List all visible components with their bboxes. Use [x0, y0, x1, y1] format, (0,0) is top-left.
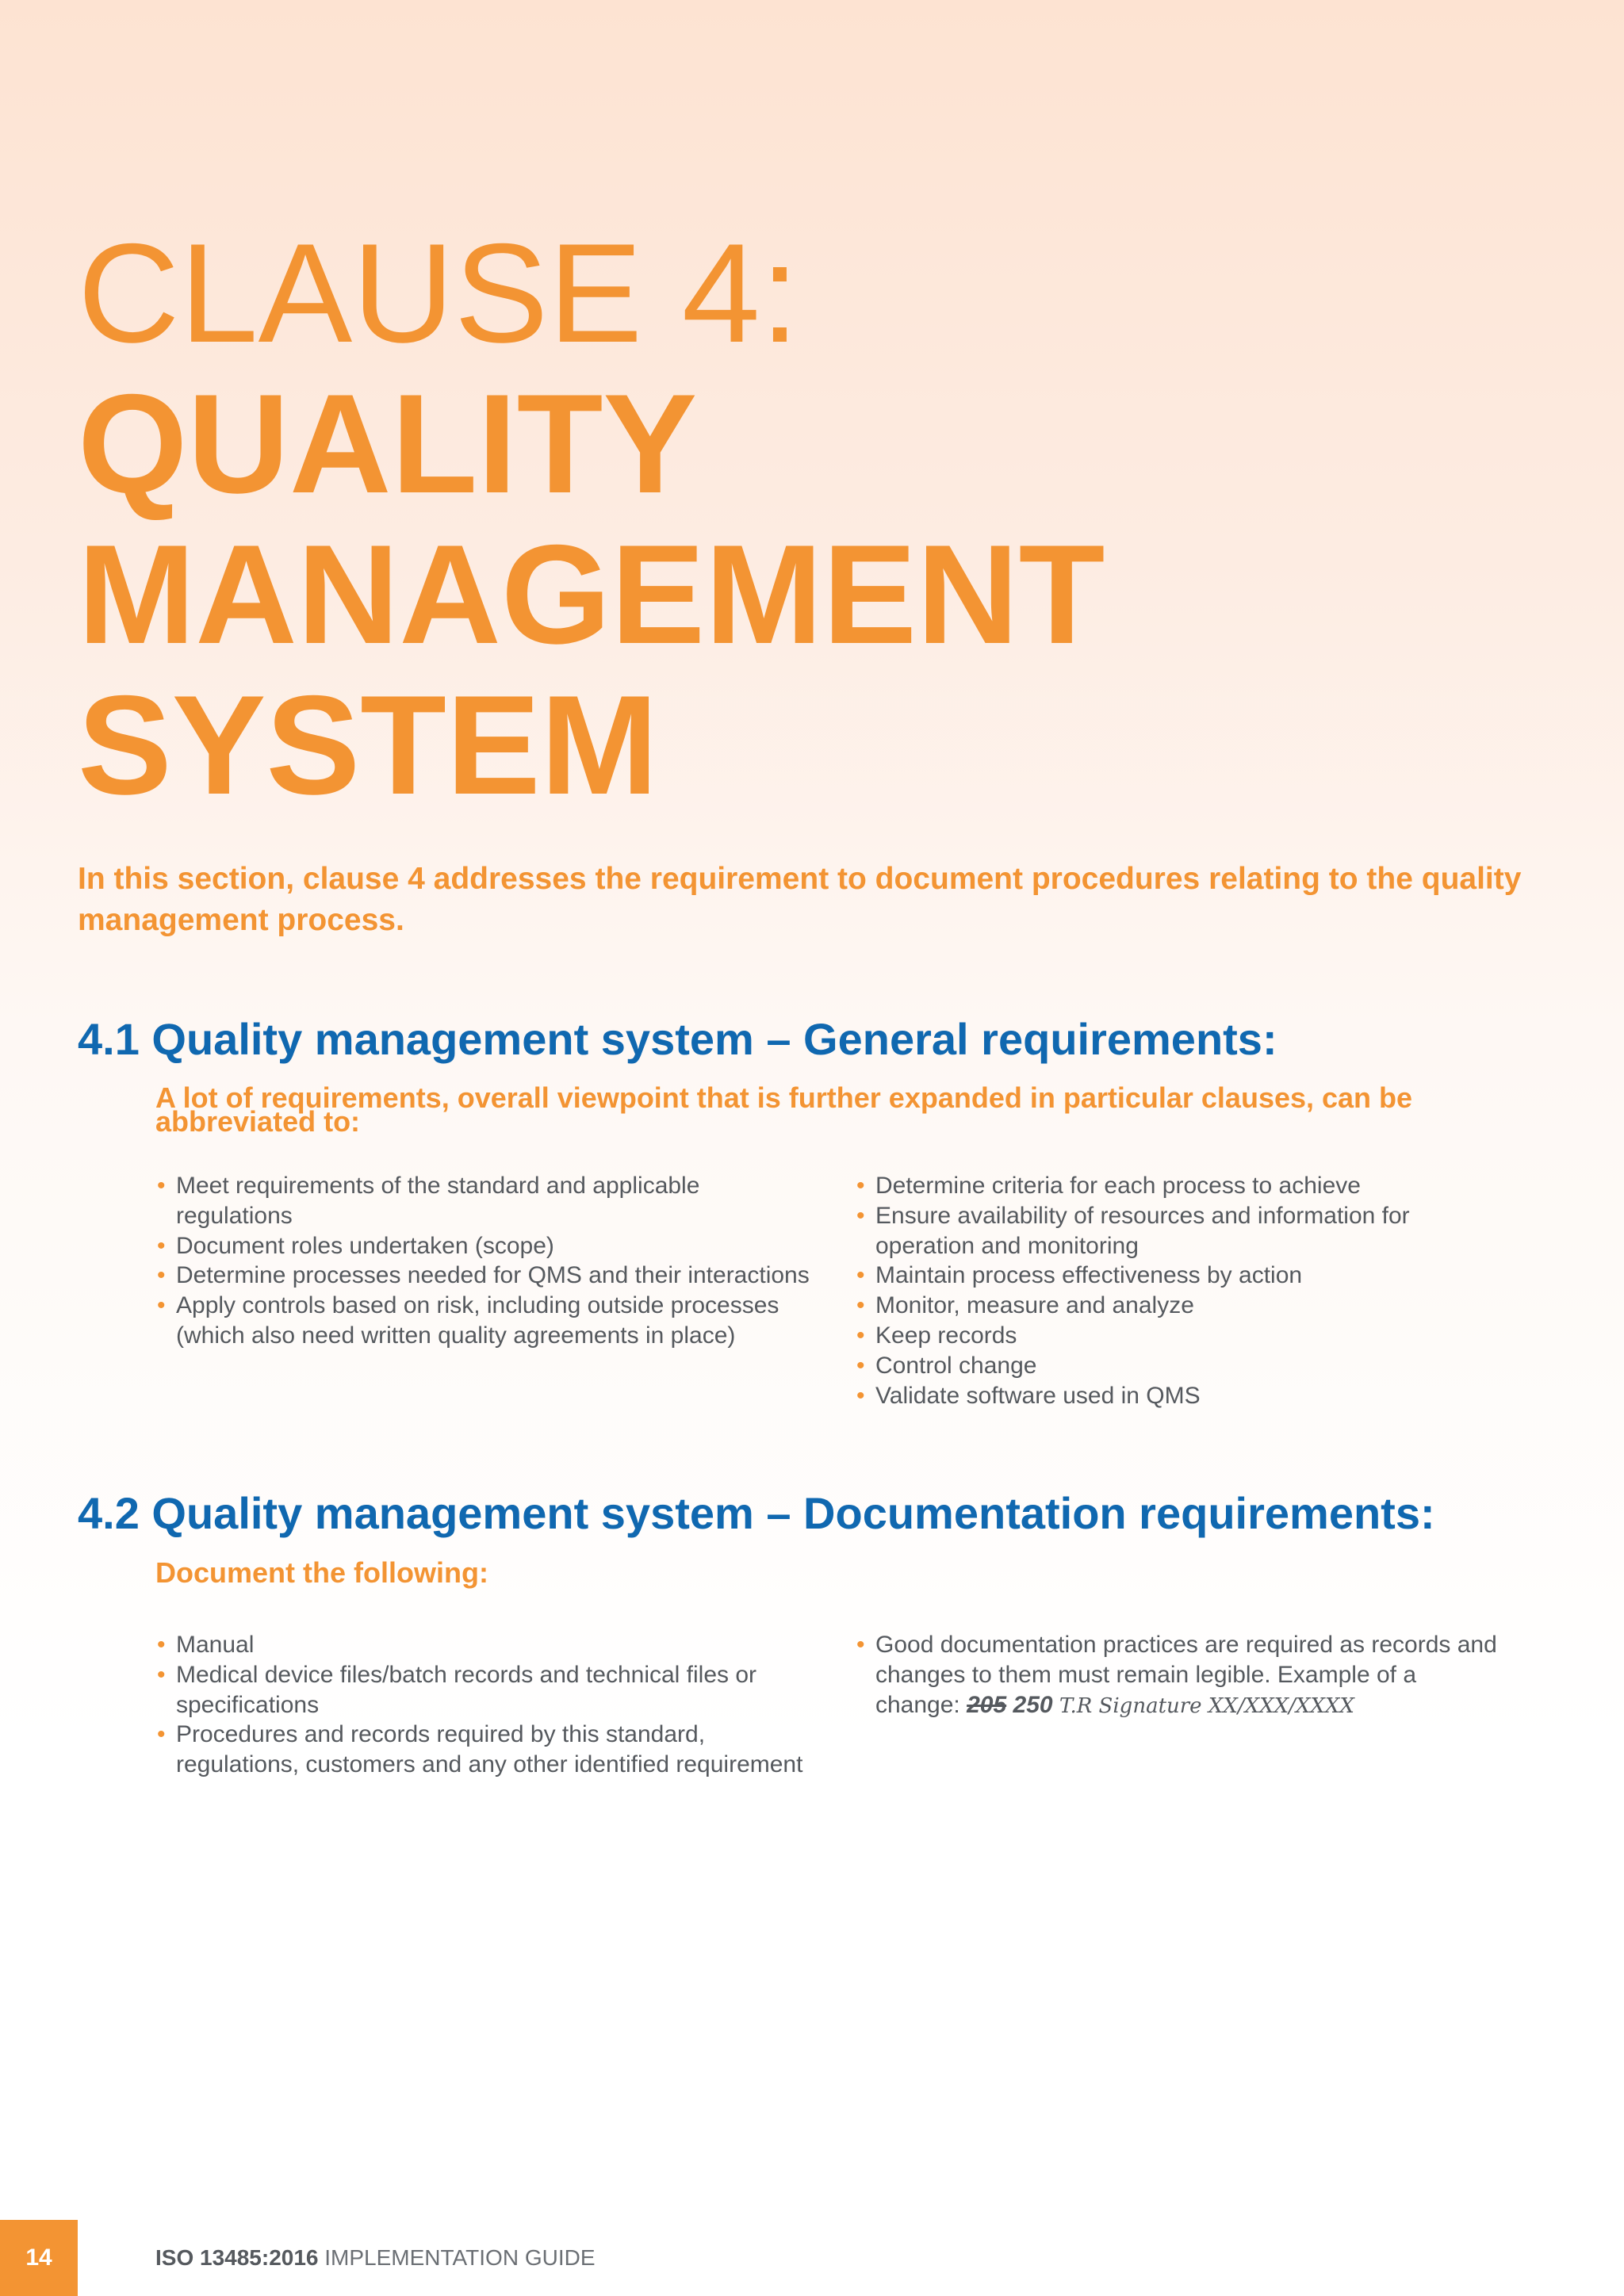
section-4-2-left-list	[155, 1630, 820, 1780]
bullet-icon: •	[856, 1382, 865, 1409]
bullet-icon: •	[856, 1292, 865, 1319]
bullet-icon: •	[157, 1232, 166, 1259]
footer-doc-code: ISO 13485:2016	[155, 2245, 319, 2270]
bullet-icon: •	[157, 1632, 166, 1658]
list-item	[855, 1630, 1505, 1721]
section-4-2-right-list	[855, 1630, 1505, 1721]
footer-doc-name: IMPLEMENTATION GUIDE	[324, 2245, 596, 2270]
bullet-icon: •	[157, 1292, 166, 1319]
title-line-quality: QUALITY	[78, 365, 698, 522]
bullet-icon: •	[157, 1262, 166, 1289]
list-item: • Keep records	[855, 1321, 1505, 1351]
page-title	[78, 214, 1505, 824]
list-item: • Ensure availability of resources and information for operation and monitoring	[856, 1202, 1410, 1259]
list-item: • Determine processes needed for QMS and their interactions	[155, 1261, 820, 1291]
title-line-clause: CLAUSE 4:	[78, 214, 800, 372]
bullet-icon: •	[157, 1173, 166, 1199]
list-item: • Determine criteria for each process to achieve	[855, 1171, 1505, 1201]
title-line-management: MANAGEMENT	[78, 515, 1105, 673]
bullet-icon: •	[856, 1632, 865, 1658]
list-item: • Procedures and records required by this standard, regulations, customers and any other identified requirement	[157, 1721, 803, 1778]
example-signature: T.R Signature XX/XXX/XXXX	[1059, 1693, 1354, 1718]
bullet-icon: •	[856, 1322, 865, 1349]
list-item: • Medical device files/batch records and technical files or specifications	[157, 1661, 757, 1718]
list-item: • Manual	[155, 1630, 820, 1660]
example-old-value: 205	[967, 1691, 1007, 1718]
section-4-1-left-list	[155, 1171, 820, 1351]
intro-paragraph: In this section, clause 4 addresses the requirement to document procedures relating to the quality management process.	[78, 862, 1522, 937]
section-4-1-heading: 4.1 Quality management system – General requirements:	[78, 1014, 1277, 1064]
bullet-icon: •	[157, 1721, 166, 1748]
bullet-icon: •	[856, 1352, 865, 1379]
bullet-icon: •	[856, 1173, 865, 1199]
documentation-practice-text: Good documentation practices are required as records and changes to them must remain legible. Example of a change:	[875, 1632, 1497, 1718]
list-item: • Monitor, measure and analyze	[855, 1291, 1505, 1321]
section-4-1-subheading: A lot of requirements, overall viewpoint that is further expanded in particular clauses, can be abbreviated to:	[155, 1081, 1413, 1138]
bullet-icon: •	[856, 1202, 865, 1229]
page-number: 14	[0, 2220, 78, 2296]
section-4-1-right-list	[855, 1171, 1505, 1410]
example-new-value: 250	[1013, 1691, 1053, 1718]
title-line-system: SYSTEM	[78, 666, 658, 824]
list-item: • Validate software used in QMS	[855, 1381, 1505, 1411]
section-4-2-subheading: Document the following:	[155, 1556, 488, 1589]
section-4-2-heading: 4.2 Quality management system – Documentation requirements:	[78, 1488, 1435, 1538]
list-item: • Apply controls based on risk, including outside processes (which also need written quality agreements in place)	[157, 1292, 779, 1349]
list-item: • Meet requirements of the standard and applicable regulations	[157, 1173, 700, 1229]
bullet-icon: •	[856, 1262, 865, 1289]
bullet-icon: •	[157, 1661, 166, 1688]
list-item: • Control change	[855, 1351, 1505, 1381]
list-item: • Document roles undertaken (scope)	[155, 1231, 820, 1261]
list-item: • Maintain process effectiveness by action	[855, 1261, 1505, 1291]
footer-doc-title	[155, 2242, 596, 2274]
